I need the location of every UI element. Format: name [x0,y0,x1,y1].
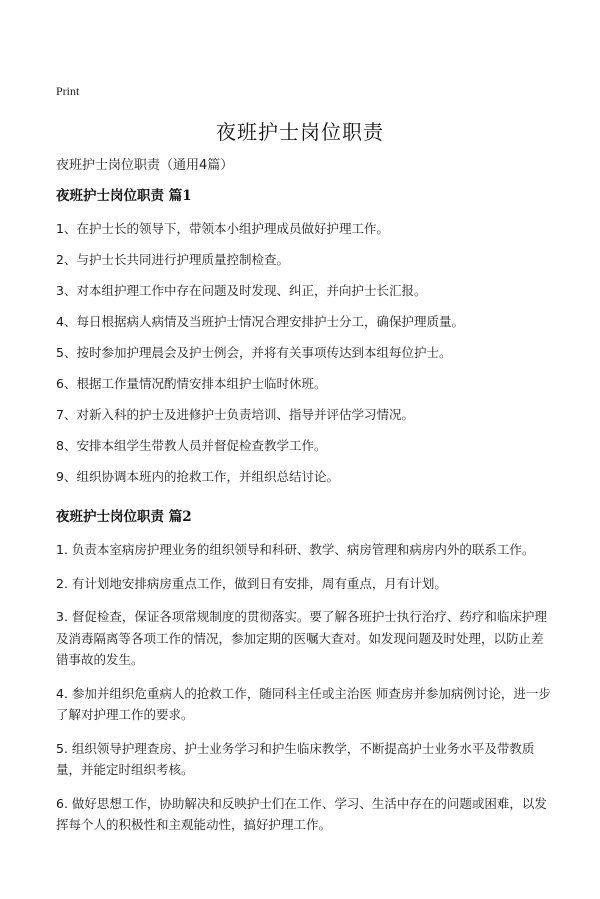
list-item: 4. 参加并组织危重病人的抢救工作，随同科主任或主治医 师查房并参加病例讨论，进一步了解对护理工作的要求。 [56,685,551,722]
section-1-list [56,218,552,487]
page-title: 夜班护士岗位职责 [216,120,384,144]
list-item: 6. 做好思想工作，协助解决和反映护士们在工作、学习、生活中存在的问题或困难，以发挥每个人的积极性和主观能动性，搞好护理工作。 [56,795,547,832]
list-item: 2、与护士长共同进行护理质量控制检查。 [56,252,289,267]
list-item: 7、对新入科的护士及进修护士负责培训、指导并评估学习情况。 [56,407,414,422]
list-item: 3. 督促检查，保证各项常规制度的贯彻落实。要了解各班护士执行治疗、药疗和临床护理及消毒隔离等各项工作的情况，参加定期的医嘱大查对。如发现问题及时处理，以防止差错事故的发生。 [56,609,547,667]
list-item: 1、在护士长的领导下，带领本小组护理成员做好护理工作。 [56,221,389,236]
list-item: 9、组织协调本班内的抢救工作，并组织总结讨论。 [56,469,339,484]
page-subtitle: 夜班护士岗位职责（通用4篇） [56,158,234,173]
document-body [56,184,552,848]
list-item: 6、根据工作量情况酌情安排本组护士临时休班。 [56,376,327,391]
section-heading-1: 夜班护士岗位职责 篇1 [56,188,192,204]
list-item: 5. 组织领导护理查房、护士业务学习和护生临床教学，不断提高护士业务水平及带教质量，并能定时组织考核。 [56,740,535,777]
section-2-list [56,539,552,836]
list-item: 2. 有计划地安排病房重点工作，做到日有安排，周有重点，月有计划。 [56,575,447,591]
list-item: 5、按时参加护理晨会及护士例会，并将有关事项传达到本组每位护士。 [56,345,452,360]
section-heading-2: 夜班护士岗位职责 篇2 [56,509,192,525]
list-item: 8、安排本组学生带教人员并督促检查教学工作。 [56,438,327,453]
list-item: 4、每日根据病人病情及当班护士情况合理安排护士分工，确保护理质量。 [56,314,464,329]
list-item: 3、对本组护理工作中存在问题及时发现、纠正，并向护士长汇报。 [56,283,427,298]
print-label: Print [56,84,80,98]
list-item: 1. 负责本室病房护理业务的组织领导和科研、教学、病房管理和病房内外的联系工作。 [56,542,535,557]
